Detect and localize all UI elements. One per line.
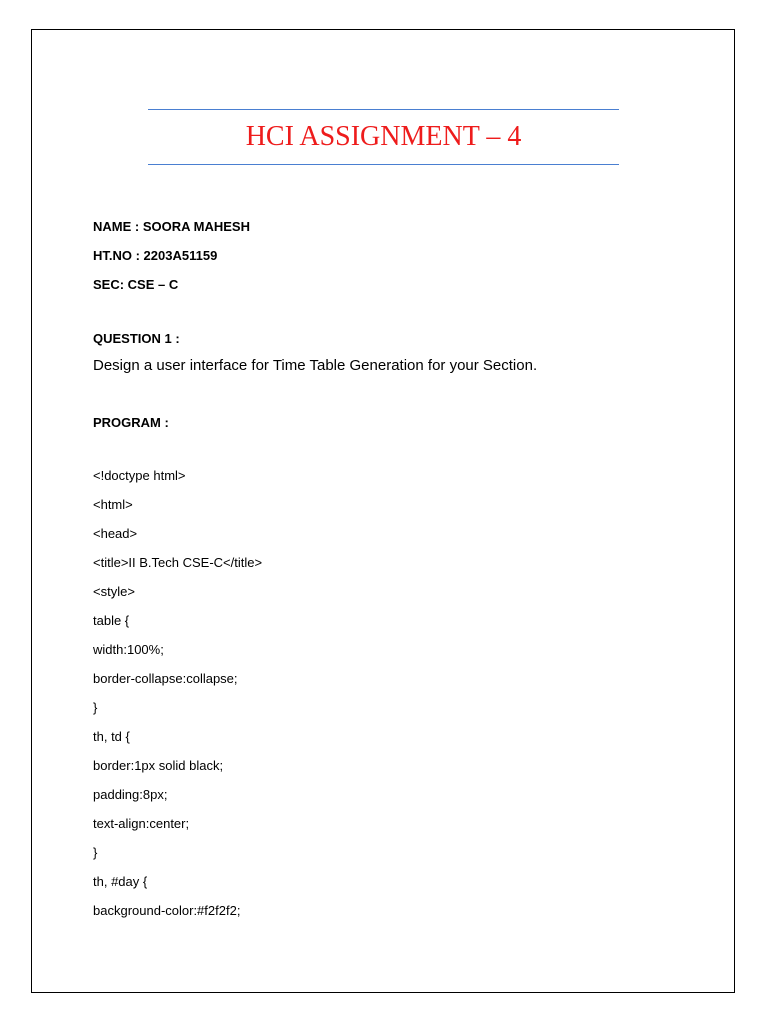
question-heading: QUESTION 1 : — [93, 331, 180, 346]
code-line: background-color:#f2f2f2; — [93, 903, 241, 918]
code-line: border-collapse:collapse; — [93, 671, 238, 686]
code-line: <!doctype html> — [93, 468, 186, 483]
program-heading: PROGRAM : — [93, 415, 169, 430]
code-line: th, td { — [93, 729, 130, 744]
code-line: width:100%; — [93, 642, 164, 657]
code-line: table { — [93, 613, 130, 628]
title-top-rule — [148, 109, 619, 110]
student-name: NAME : SOORA MAHESH — [93, 219, 250, 234]
code-line: <title>II B.Tech CSE-C</title> — [93, 555, 263, 570]
page-border — [31, 29, 735, 993]
student-htno: HT.NO : 2203A51159 — [93, 248, 218, 263]
title-bottom-rule — [148, 164, 619, 165]
student-section: SEC: CSE – C — [93, 277, 179, 292]
code-line: text-align:center; — [93, 816, 190, 831]
code-line: th, #day { — [93, 874, 148, 889]
code-line: } — [93, 700, 98, 715]
code-line: } — [93, 845, 98, 860]
document-title: HCI ASSIGNMENT – 4 — [245, 121, 522, 152]
code-line: <head> — [93, 526, 138, 541]
code-line: border:1px solid black; — [93, 758, 224, 773]
question-text: Design a user interface for Time Table Generation for your Section. — [93, 357, 538, 374]
code-line: padding:8px; — [93, 787, 168, 802]
code-line: <html> — [93, 497, 133, 512]
code-line: <style> — [93, 584, 135, 599]
